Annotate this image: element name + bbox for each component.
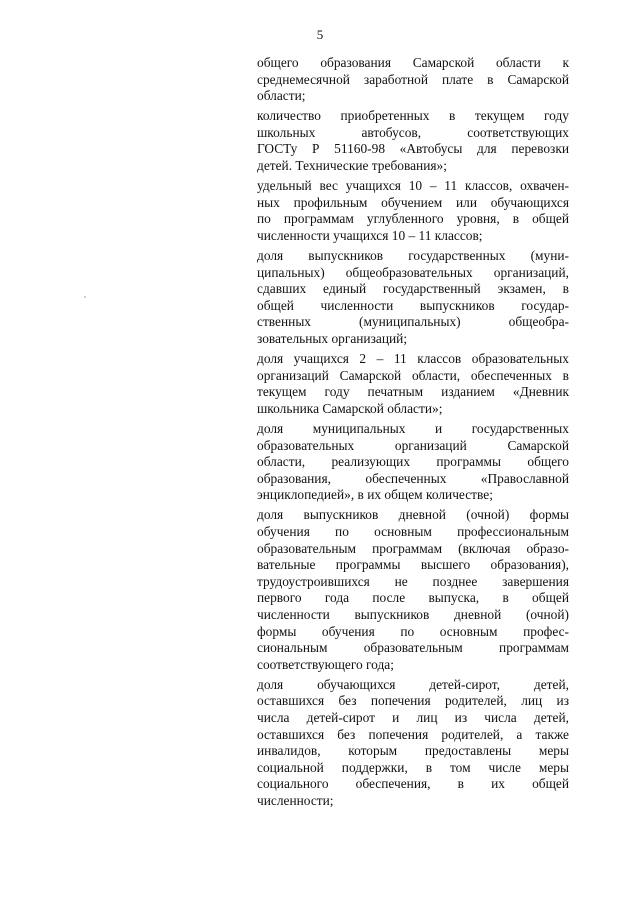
text-line: вательные программы высшего образования), [257, 557, 569, 573]
text-line: количество приобретенных в текущем году [257, 108, 569, 124]
indicator-paragraph-7 [257, 507, 569, 673]
text-line: школьных автобусов, соответствующих [257, 124, 569, 140]
indicator-paragraph-5 [257, 351, 569, 417]
text-line: общего образования Самарской области к [257, 55, 569, 70]
scan-speck [84, 296, 86, 298]
text-line: ГОСТу Р 51160-98 «Автобусы для перевозки [257, 141, 569, 157]
text-line: численности учащихся 10 – 11 классов; [257, 227, 483, 243]
text-line: социального обеспечения, в их общей [257, 776, 569, 792]
text-line: социальной поддержки, в том числе меры [257, 759, 569, 775]
text-line: энциклопедией», в их общем количестве; [257, 487, 493, 503]
text-line: сдавших единый государственный экзамен, в [257, 281, 569, 297]
text-line: удельный вес учащихся 10 – 11 классов, охвачен- [257, 178, 569, 194]
text-line: доля выпускников дневной (очной) формы [257, 507, 569, 523]
indicator-paragraph-1 [257, 55, 569, 105]
text-line: доля учащихся 2 – 11 классов образовательных [257, 351, 569, 367]
text-line: области, реализующих программы общего [257, 454, 569, 470]
text-line: образовательным программам (включая образо- [257, 540, 569, 556]
text-line: общей численности выпускников государ- [257, 297, 569, 313]
text-line: сиональным образовательным программам [257, 640, 569, 656]
text-line: ственных (муниципальных) общеобра- [257, 314, 569, 330]
text-line: трудоустроившихся не позднее завершения [257, 573, 569, 589]
text-line: школьника Самарской области»; [257, 400, 443, 416]
text-line: инвалидов, которым предоставлены меры [257, 743, 569, 759]
text-line: по программам углубленного уровня, в общей [257, 211, 569, 227]
indicator-paragraph-8 [257, 677, 569, 810]
text-line: среднемесячной заработной плате в Самарской [257, 71, 569, 87]
text-line: соответствующего года; [257, 656, 394, 672]
text-line: детей. Технические требования»; [257, 158, 447, 174]
text-line: оставшихся без попечения родителей, лиц из [257, 693, 569, 709]
text-line: области; [257, 88, 306, 104]
text-line: числа детей-сирот и лиц из числа детей, [257, 710, 569, 726]
text-line: организаций Самарской области, обеспеченных в [257, 367, 569, 383]
text-line: формы обучения по основным профес- [257, 623, 569, 639]
text-line: обучения по основным профессиональным [257, 524, 569, 540]
text-line: зовательных организаций; [257, 331, 408, 346]
text-line: образовательных организаций Самарской [257, 437, 569, 453]
text-line: численности; [257, 793, 334, 809]
text-line: доля муниципальных и государственных [257, 420, 569, 436]
indicator-paragraph-2 [257, 108, 569, 174]
text-line: ципальных) общеобразовательных организаций, [257, 264, 569, 280]
page-number: 5 [316, 27, 324, 42]
indicator-paragraph-4 [257, 248, 569, 348]
text-line: доля обучающихся детей-сирот, детей, [257, 676, 569, 692]
text-line: текущем году печатным изданием «Дневник [257, 384, 569, 400]
text-line: ных профильным обучением или обучающихся [257, 194, 569, 210]
text-column [257, 55, 569, 813]
indicator-paragraph-3 [257, 178, 569, 244]
text-line: образования, обеспеченных «Православной [257, 470, 569, 486]
indicator-paragraph-6 [257, 421, 569, 504]
text-line: доля выпускников государственных (муни- [257, 248, 569, 264]
text-line: первого года после выпуска, в общей [257, 590, 569, 606]
text-line: численности выпускников дневной (очной) [257, 607, 569, 622]
text-line: оставшихся без попечения родителей, а также [257, 726, 569, 742]
